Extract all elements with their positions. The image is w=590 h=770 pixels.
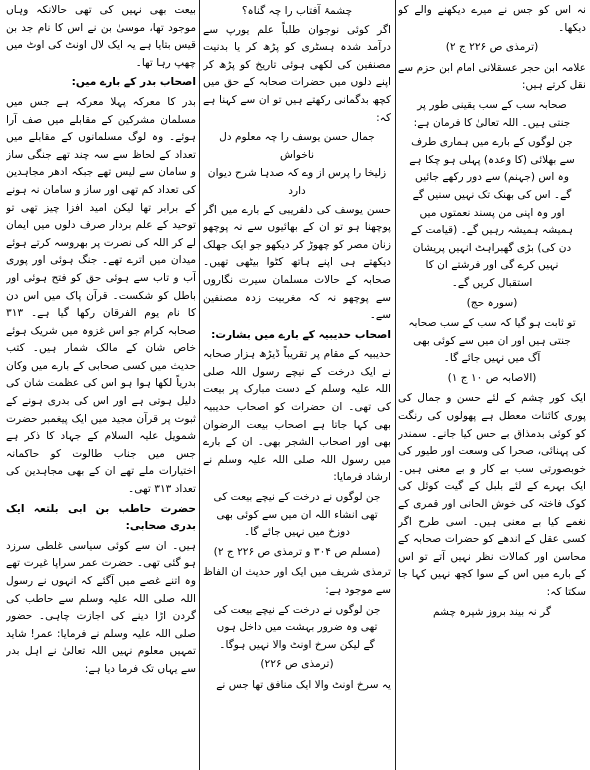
- paragraph: ہیں۔ ان سے کوئی سیاسی غلطی سرزد ہو گئی تھی۔ حضرت عمر سراپا غیرت تھے وہ اتنے غصے میں آگئے کہ انہوں نے رسول اللہ صلی اللہ علیہ وسلم سے حاطب کی گردن اڑا دینے کی اجازت چاہی۔ حضور صلی اللہ علیہ وسلم نے فرمایا: عمر! شاید تمہیں معلوم نہیں اللہ تعالیٰ نے اہل بدر سے یہاں تک فرما دیا ہے:: [6, 539, 196, 675]
- paragraph: ترمذی شریف میں ایک اور حدیث ان الفاظ سے موجود ہے:: [203, 566, 391, 596]
- paragraph: بیعت بھی نہیں کی تھی حالانکہ وہاں موجود تھا، موسیٰ بن نے اس کا نام جد بن قیس بتایا ہے یہ ایک لال اونٹ کی اوٹ میں چھپ رہا تھا۔: [6, 4, 196, 69]
- quote-block: جن لوگوں کے بارے میں ہماری طرف سے بھلائی (کا وعدہ) پہلی ہو چکا ہے وہ اس (جہنم) سے دور رکھے جائیں گے۔ اس کی بھنک تک نہیں سنیں گے اور وہ اپنی من پسند نعمتوں میں ہمیشہ ہمیشہ رہیں گے۔ (قیامت کے دن کی) بڑی گھبراہٹ انہیں پریشان نہیں کرے گی اور فرشتے ان کا استقبال کریں گے۔: [409, 136, 575, 289]
- verse-line: جمال حسن یوسف را چہ معلوم دل ناخواش: [219, 131, 375, 161]
- verse-line: چشمۂ آفتاب را چہ گناہ؟: [241, 5, 353, 17]
- right-column: [398, 2, 586, 764]
- paragraph: حسن یوسف کی دلفریبی کے بارے میں اگر پوچھنا ہو تو ان کے بھائیوں سے نہ پوچھو زنان مصر کو چھوڑ کر دیکھو جو ایک جھلک دیکھتے ہی اپنے ہاتھ کٹوا بیٹھی تھیں۔ صحابہ کے حالات مسلمان سیرت نگاروں سے پوچھو نہ کہ مغربیت زدہ مصنفین سے۔: [203, 203, 391, 322]
- verse-line: گر نہ بیند بروز شپرہ چشم: [433, 605, 551, 618]
- quote-block: تو ثابت ہو گیا کہ سب کے سب صحابہ جنتی ہیں اور ان میں سے کوئی بھی آگ میں نہیں جائے گا۔: [408, 317, 576, 365]
- citation: (ترمذی ص ۲۲۶ ج ۲): [445, 41, 539, 54]
- quote-block: صحابہ سب کے سب یقینی طور پر جنتی ہیں۔ اللہ تعالیٰ کا فرمان ہے:: [413, 98, 571, 129]
- verse-line: زلیخا را پرس از وے کہ صدہا شرح دیوان دارد: [207, 167, 387, 197]
- section-heading: اصحاب بدر کے بارے میں:: [71, 76, 196, 89]
- quote-block: جن لوگوں نے درخت کے نیچے بیعت کی تھی انشاء اللہ ان میں سے کوئی بھی دوزخ میں نہیں جائے گا۔: [213, 491, 381, 539]
- paragraph: حدیبیہ کے مقام پر تقریباً ڈیڑھ ہزار صحابہ نے ایک درخت کے نیچے رسول اللہ صلی اللہ علیہ وسلم کے دست مبارک پر بیعت کی تھی۔ ان حضرات کو اصحاب حدیبیہ بھی کہا جاتا ہے اصحاب بیعت الرضوان بھی اور اصحاب الشجر بھی۔ ان کے بارے میں رسول اللہ صلی اللہ علیہ وسلم نے ارشاد فرمایا:: [203, 348, 391, 484]
- middle-column: [203, 2, 391, 764]
- citation: (الاصابہ ص ۱۰ ج ۱): [447, 371, 537, 384]
- paragraph: یہ سرخ اونٹ والا ایک منافق تھا جس نے: [216, 678, 391, 691]
- paragraph: ایک کور چشم کے لئے حسن و جمال کی پوری کائنات معطل ہے پھولوں کی رنگت کو کوئی بدمذاق بے حس کیا جانے۔ سمندر کی پہنائی، صحرا کی وسعت اور طیور کی خوبصورتی سب بے کار و بے معنی ہیں۔ ایک بہرے کے لئے بلبل کے گیت کوئل کی کوک فاختہ کی خوش الحانی اور قمری کے نغمے کیا بے معنی ہیں۔ اسی طرح اگر کسی عقل کے اندھے کو حضرات صحابہ کے محاسن اور کمالات نظر نہیں آتے تو اس کے بارے میں اس کے سوا کچھ نہیں کہا جا سکتا کہ:: [398, 392, 586, 598]
- paragraph: علامہ ابن حجر عسقلانی امام ابن حزم سے نقل کرتے ہیں:: [398, 61, 586, 92]
- section-heading: اصحاب حدیبیہ کے بارے میں بشارت:: [211, 328, 391, 341]
- paragraph: اگر کوئی نوجوان طلباً علم یورپ سے درآمد شدہ ہسٹری کو پڑھ کر یا بدنیت مصنفین کی لکھی ہوئی تاریخ کو پڑھ کر اپنے دلوں میں حضرات صحابہ کے حق میں کچھ بدگمانی رکھتے ہیں تو ان سے کہنا ہے کہ:: [203, 23, 391, 124]
- section-heading: حضرت حاطب بن ابی بلتعہ ایک بدری صحابی:: [6, 502, 196, 533]
- left-column: [6, 2, 196, 764]
- citation: (ترمذی ص ۲۲۶): [260, 658, 334, 671]
- citation: (سورہ حج): [466, 296, 518, 309]
- column-divider: [395, 0, 396, 770]
- citation: (مسلم ص ۳۰۴ و ترمذی ص ۲۲۶ ج ۲): [213, 545, 381, 558]
- paragraph: نہ اس کو جس نے میرے دیکھنے والے کو دیکھا۔: [398, 4, 586, 34]
- column-divider: [199, 0, 200, 770]
- quote-block: جن لوگوں نے درخت کے نیچے بیعت کی تھی وہ ضرور بہشت میں داخل ہوں گے لیکن سرخ اونٹ والا نہیں ہوگا۔: [213, 603, 381, 651]
- paragraph: بدر کا معرکہ پہلا معرکہ ہے جس میں مسلمان مشرکین کے مقابلے میں صف آرا ہوئے۔ وہ لوگ مسلمانوں کے مقابلے میں تعداد کے لحاظ سے سہ چند تھے جنگی ساز و سامان سے لیس تھے جبکہ ادھر مجاہدین کی تعداد کم تھی اور ساز و سامان نہ ہونے کے برابر تھا لیکن امید افزا چیز تھی تو توحید کے علم بردار صرف دلوں میں ایمان لے کر اللہ کی نصرت پر بھروسہ کرتے ہوئے میدان میں اترے تھے۔ جنگ ہوئی اور پوری آب و تاب سے ہوئی حق کو فتح ہوئی اور باطل کو شکست۔ قرآن پاک میں اس دن کا نام یوم الفرقان رکھا گیا ہے۔ ۳۱۳ صحابہ کرام جو اس غزوہ میں شریک ہوئے خاص شان کے مالک شمار ہیں۔ کتب حدیث میں کسی صحابی کے بارے میں وکان بدریاً لکھا ہوا ہو اس کی عظمت شان کی دلیل ہوتی ہے اور اس کی بدری ہونے کے ثبوت پر قرآن مجید میں ایک پیغمبر حضرت شمویل علیہ السلام کے جہاد کا ذکر ہے جس میں جناب طالوت کو حاکمانہ اختیارات ملے تھے ان کے بھی مجاہدین کی تعداد ۳۱۳ تھی۔: [6, 95, 196, 496]
